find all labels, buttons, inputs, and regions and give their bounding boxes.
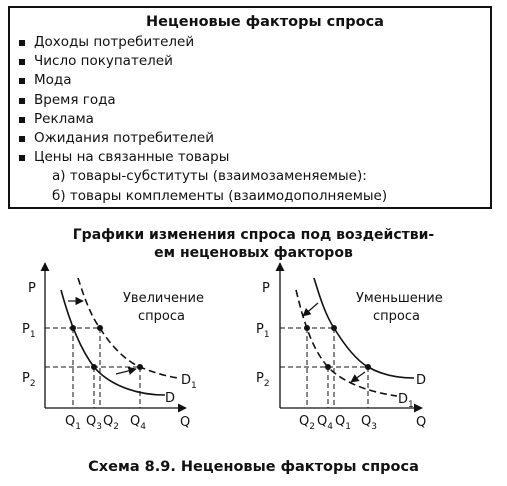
sub-list-item: а) товары-субституты (взаимозаменяемые): xyxy=(52,168,367,185)
right-shift-arrow-top xyxy=(303,303,318,316)
right-q3-label: $Q_3$ xyxy=(361,414,377,432)
right-q1-label: $Q_1$ xyxy=(335,414,351,432)
right-p1-label: $P_1$ xyxy=(256,322,270,340)
left-q3-label: $Q_3$ xyxy=(86,414,102,432)
right-point-q1p1 xyxy=(331,325,337,331)
square-bullet-icon xyxy=(19,59,25,65)
left-curve-d-label: D xyxy=(165,391,176,406)
right-annotation-line2: спроса xyxy=(373,309,420,324)
figure-caption: Схема 8.9. Неценовые факторы спроса xyxy=(88,459,419,475)
list-item: Цены на связанные товары xyxy=(18,148,482,167)
list-item: Время года xyxy=(18,91,482,110)
right-annotation-line1: Уменьшение xyxy=(356,291,443,306)
box-title: Неценовые факторы спроса xyxy=(146,14,384,30)
demand-shift-graphs xyxy=(0,258,507,436)
square-bullet-icon xyxy=(19,117,25,123)
right-point-q2p1 xyxy=(304,325,310,331)
related-goods-sublist xyxy=(18,167,482,205)
factor-list xyxy=(18,33,482,167)
non-price-factors-box xyxy=(8,6,492,209)
square-bullet-icon xyxy=(19,136,25,142)
right-graph-decrease xyxy=(256,263,443,432)
square-bullet-icon xyxy=(19,98,25,104)
right-q-axis-label: Q xyxy=(416,415,427,430)
right-q4-label: $Q_4$ xyxy=(317,414,333,432)
list-item: Число покупателей xyxy=(18,52,482,71)
right-q2-label: $Q_2$ xyxy=(299,414,315,432)
left-p-axis-label: P xyxy=(28,281,36,296)
left-q-axis-label: Q xyxy=(180,415,191,430)
left-point-q2p1 xyxy=(97,325,103,331)
left-shift-arrow-bottom xyxy=(116,369,136,374)
left-p2-label: $P_2$ xyxy=(22,371,36,389)
right-shift-arrow-bottom xyxy=(351,372,365,382)
square-bullet-icon xyxy=(19,155,25,161)
list-item: Ожидания потребителей xyxy=(18,129,482,148)
list-item: Доходы потребителей xyxy=(18,33,482,52)
sub-list-item: б) товары комплементы (взаимодополняемые) xyxy=(52,187,388,204)
left-q1-label: $Q_1$ xyxy=(65,414,81,432)
square-bullet-icon xyxy=(19,40,25,46)
square-bullet-icon xyxy=(19,78,25,84)
left-point-q4p2 xyxy=(137,364,143,370)
left-curve-d1-label: $D_1$ xyxy=(181,373,197,391)
left-point-q3p2 xyxy=(91,364,97,370)
right-point-q3p2 xyxy=(365,364,371,370)
left-point-q1p1 xyxy=(70,325,76,331)
right-p-axis-label: P xyxy=(262,281,270,296)
right-p2-label: $P_2$ xyxy=(256,371,270,389)
left-q2-label: $Q_2$ xyxy=(103,414,119,432)
left-annotation-line1: Увеличение xyxy=(123,291,204,306)
left-annotation-line2: спроса xyxy=(138,309,185,324)
left-q4-label: $Q_4$ xyxy=(130,414,146,432)
right-curve-d-label: D xyxy=(416,373,427,388)
left-graph-increase xyxy=(22,263,204,432)
list-item: Реклама xyxy=(18,110,482,129)
right-point-q4p2 xyxy=(325,364,331,370)
left-p1-label: $P_1$ xyxy=(22,322,36,340)
list-item: Мода xyxy=(18,71,482,90)
graphs-title: Графики изменения спроса под воздействи- ем неценовых факторов xyxy=(72,227,435,261)
right-curve-d1-label: $D_1$ xyxy=(398,392,414,410)
